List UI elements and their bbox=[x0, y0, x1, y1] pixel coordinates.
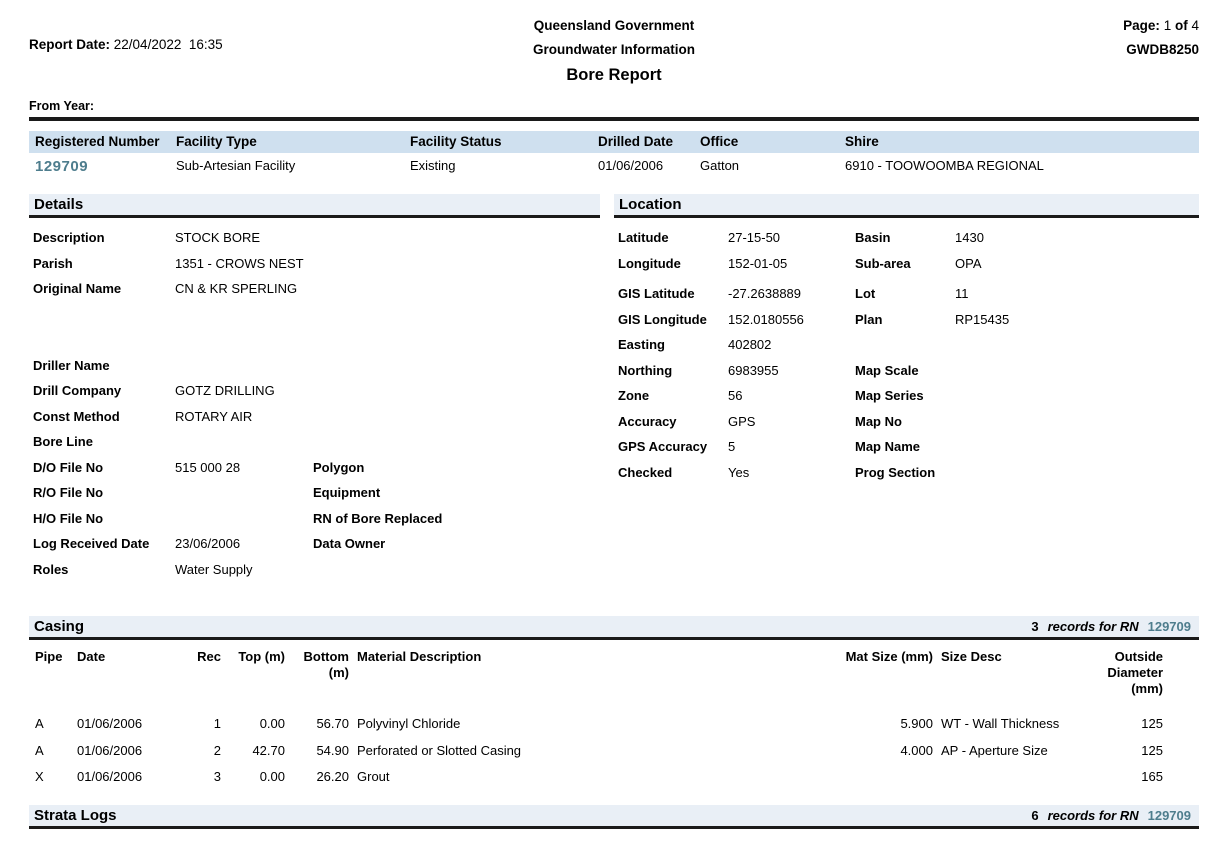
details-location-columns bbox=[29, 194, 1199, 582]
casing-title: Casing bbox=[34, 618, 85, 635]
field-value: 56 bbox=[728, 388, 743, 403]
field-label2: Sub-area bbox=[855, 255, 911, 271]
page-info bbox=[695, 14, 1199, 62]
casing-col-pipe: Pipe bbox=[35, 649, 63, 664]
date-cell: 01/06/2006 bbox=[77, 742, 143, 758]
field-label: Driller Name bbox=[33, 357, 110, 373]
facility-col-shire: Shire bbox=[845, 134, 879, 149]
location-row-zone bbox=[614, 383, 1199, 409]
rec-cell: 1 bbox=[213, 716, 221, 731]
strata-logs-title: Strata Logs bbox=[34, 806, 117, 824]
field-label: H/O File No bbox=[33, 510, 104, 526]
size-desc-cell: WT - Wall Thickness bbox=[941, 716, 1060, 731]
field-value: GPS bbox=[728, 413, 756, 429]
field-value: 6983955 bbox=[728, 362, 779, 378]
details-row-log-received-date bbox=[29, 531, 600, 557]
field-label2: Equipment bbox=[313, 485, 381, 500]
casing-col-size-desc: Size Desc bbox=[941, 649, 1002, 664]
report-date-label: Report Date: bbox=[29, 37, 111, 52]
outside-diameter-cell: 125 bbox=[1141, 742, 1163, 758]
table-row bbox=[29, 711, 1199, 738]
record-rn-value: 129709 bbox=[1147, 619, 1191, 634]
record-rn-value: 129709 bbox=[1147, 807, 1191, 823]
page-title: Bore Report bbox=[566, 66, 662, 84]
facility-col-facility-type: Facility Type bbox=[176, 134, 257, 149]
field-label2 bbox=[313, 557, 600, 583]
field-label2: Map Name bbox=[855, 439, 921, 454]
page-total: 4 bbox=[1191, 18, 1199, 33]
details-row-ho-file-no bbox=[29, 506, 600, 532]
table-row bbox=[29, 738, 1199, 765]
field-value: 27-15-50 bbox=[728, 230, 781, 245]
location-row-northing bbox=[614, 358, 1199, 384]
field-value2: RP15435 bbox=[955, 311, 1010, 327]
location-section bbox=[614, 194, 1199, 485]
page-label: Page: bbox=[1123, 18, 1160, 33]
size-desc-cell: AP - Aperture Size bbox=[941, 742, 1048, 758]
field-label: Easting bbox=[618, 337, 665, 352]
top-cell: 0.00 bbox=[259, 716, 285, 731]
field-label: D/O File No bbox=[33, 459, 104, 475]
material-cell: Polyvinyl Chloride bbox=[357, 716, 461, 731]
field-value: 402802 bbox=[728, 337, 772, 352]
strata-logs-section bbox=[29, 805, 1199, 829]
material-cell: Perforated or Slotted Casing bbox=[357, 742, 522, 758]
field-label: Latitude bbox=[618, 230, 669, 245]
facility-col-drilled-date: Drilled Date bbox=[598, 134, 674, 149]
form-code: GWDB8250 bbox=[1126, 42, 1199, 57]
location-row-longitude bbox=[614, 251, 1199, 277]
field-label2 bbox=[313, 429, 600, 455]
field-label2: Polygon bbox=[313, 459, 365, 475]
casing-col-mat-size: Mat Size (mm) bbox=[845, 649, 933, 664]
field-label: Drill Company bbox=[33, 383, 122, 398]
mat-size-cell: 5.900 bbox=[900, 716, 933, 731]
strata-logs-record-count bbox=[1031, 808, 1191, 823]
field-label2 bbox=[313, 353, 600, 379]
field-label2 bbox=[313, 251, 600, 277]
details-row-parish bbox=[29, 251, 600, 277]
field-value: -27.2638889 bbox=[728, 286, 802, 301]
records-for-rn-label: records for RN bbox=[1047, 807, 1139, 823]
mat-size-cell bbox=[833, 764, 941, 791]
field-label2: Map No bbox=[855, 413, 902, 429]
top-cell: 0.00 bbox=[259, 769, 285, 784]
details-row-drill-company bbox=[29, 378, 600, 404]
casing-col-date: Date bbox=[77, 649, 106, 664]
page-number: 1 bbox=[1163, 18, 1172, 33]
org-line1: Queensland Government bbox=[533, 18, 695, 33]
field-value: CN & KR SPERLING bbox=[175, 281, 298, 296]
field-label: Roles bbox=[33, 561, 69, 577]
casing-section bbox=[29, 616, 1199, 791]
report-date-value: 22/04/2022 16:35 bbox=[113, 37, 223, 52]
field-label2: RN of Bore Replaced bbox=[313, 510, 443, 526]
field-value bbox=[175, 353, 313, 379]
details-row-const-method bbox=[29, 404, 600, 430]
pipe-cell: A bbox=[35, 716, 44, 731]
field-label2: Map Scale bbox=[855, 362, 919, 378]
field-label: GPS Accuracy bbox=[618, 439, 708, 454]
field-value2: 11 bbox=[955, 286, 969, 301]
field-value2 bbox=[955, 409, 1199, 435]
location-row-gis-latitude bbox=[614, 281, 1199, 307]
field-value2: 1430 bbox=[955, 230, 984, 245]
table-row bbox=[29, 764, 1199, 791]
details-row-driller-name bbox=[29, 353, 600, 379]
location-row-gps-accuracy bbox=[614, 434, 1199, 460]
field-value: 1351 - CROWS NEST bbox=[175, 255, 304, 271]
casing-section-header bbox=[29, 616, 1199, 640]
casing-col-material-description: Material Description bbox=[357, 649, 482, 664]
page-of-label: of bbox=[1174, 18, 1188, 33]
field-label: Log Received Date bbox=[33, 536, 150, 551]
facility-col-facility-status: Facility Status bbox=[410, 134, 502, 149]
details-section bbox=[29, 194, 600, 582]
field-label2 bbox=[313, 378, 600, 404]
report-date bbox=[29, 14, 533, 52]
location-row-easting bbox=[614, 332, 1199, 358]
pipe-cell: X bbox=[35, 769, 44, 784]
field-value: GOTZ DRILLING bbox=[175, 383, 275, 398]
field-value2 bbox=[955, 460, 1199, 486]
field-value: 515 000 28 bbox=[175, 459, 241, 475]
field-label: Bore Line bbox=[33, 434, 93, 449]
facility-col-office: Office bbox=[700, 134, 739, 149]
bottom-cell: 54.90 bbox=[316, 742, 349, 758]
location-row-checked bbox=[614, 460, 1199, 486]
date-cell: 01/06/2006 bbox=[77, 716, 143, 731]
rec-cell: 3 bbox=[213, 769, 221, 784]
field-label: GIS Latitude bbox=[618, 286, 695, 301]
facility-value-row bbox=[29, 153, 1199, 182]
field-value: 23/06/2006 bbox=[175, 536, 241, 551]
field-label: Zone bbox=[618, 388, 650, 403]
facility-col-registered-number: Registered Number bbox=[35, 134, 160, 149]
outside-diameter-cell: 125 bbox=[1141, 716, 1163, 731]
page-indicator bbox=[695, 14, 1199, 38]
date-cell: 01/06/2006 bbox=[77, 769, 143, 784]
rec-cell: 2 bbox=[213, 742, 221, 758]
field-value2 bbox=[955, 383, 1199, 409]
facility-header-row bbox=[29, 131, 1199, 153]
report-masthead bbox=[533, 14, 695, 88]
outside-diameter-cell: 165 bbox=[1141, 769, 1163, 784]
field-label: Accuracy bbox=[618, 413, 677, 429]
pipe-cell: A bbox=[35, 742, 44, 758]
from-year-label: From Year: bbox=[29, 99, 95, 113]
field-label: Parish bbox=[33, 255, 73, 271]
casing-col-top: Top (m) bbox=[238, 649, 285, 664]
field-value bbox=[175, 480, 313, 506]
field-label: GIS Longitude bbox=[618, 311, 707, 327]
field-value bbox=[175, 506, 313, 532]
details-row-roles bbox=[29, 557, 600, 583]
details-row-description bbox=[29, 225, 600, 251]
details-row-bore-line bbox=[29, 429, 600, 455]
field-value2: OPA bbox=[955, 255, 982, 271]
casing-table-header bbox=[29, 649, 1199, 697]
details-row-original-name bbox=[29, 276, 600, 302]
details-row-do-file-no bbox=[29, 455, 600, 481]
top-rule-divider bbox=[29, 117, 1199, 121]
field-label2 bbox=[313, 276, 600, 302]
field-label: Description bbox=[33, 230, 105, 245]
field-label2: Data Owner bbox=[313, 536, 386, 551]
field-label: Northing bbox=[618, 362, 673, 378]
drilled-date-value: 01/06/2006 bbox=[598, 158, 664, 173]
field-value: 152.0180556 bbox=[728, 311, 804, 327]
location-row-gis-longitude bbox=[614, 307, 1199, 333]
office-value: Gatton bbox=[700, 158, 740, 173]
field-value: ROTARY AIR bbox=[175, 408, 253, 424]
field-label: R/O File No bbox=[33, 485, 104, 500]
location-row-accuracy bbox=[614, 409, 1199, 435]
field-value2 bbox=[955, 434, 1199, 460]
location-title: Location bbox=[619, 196, 682, 213]
strata-logs-section-header bbox=[29, 805, 1199, 829]
field-value: STOCK BORE bbox=[175, 230, 261, 245]
casing-col-outside-diameter: Outside Diameter (mm) bbox=[1107, 649, 1163, 696]
record-count-number: 6 bbox=[1031, 807, 1039, 823]
field-label2 bbox=[313, 225, 600, 251]
field-value: Yes bbox=[728, 464, 750, 480]
casing-col-rec: Rec bbox=[197, 649, 221, 664]
field-label: Original Name bbox=[33, 281, 122, 296]
field-value: 5 bbox=[728, 439, 736, 454]
field-label: Checked bbox=[618, 464, 673, 480]
field-label2: Plan bbox=[855, 311, 883, 327]
details-section-header bbox=[29, 194, 600, 218]
field-label: Const Method bbox=[33, 408, 120, 424]
size-desc-cell bbox=[941, 764, 1093, 791]
report-header bbox=[29, 10, 1199, 88]
mat-size-cell: 4.000 bbox=[900, 742, 933, 758]
org-line2: Groundwater Information bbox=[533, 42, 695, 57]
details-row-ro-file-no bbox=[29, 480, 600, 506]
field-label2: Basin bbox=[855, 230, 891, 245]
shire-value: 6910 - TOOWOOMBA REGIONAL bbox=[845, 158, 1044, 173]
facility-status-value: Existing bbox=[410, 158, 456, 173]
bottom-cell: 56.70 bbox=[316, 716, 349, 731]
location-rows bbox=[614, 218, 1199, 485]
facility-type-value: Sub-Artesian Facility bbox=[176, 158, 296, 173]
casing-table-body bbox=[29, 711, 1199, 791]
field-label2: Lot bbox=[855, 286, 876, 301]
field-label2: Map Series bbox=[855, 388, 924, 403]
field-value bbox=[175, 429, 313, 455]
field-value: 152-01-05 bbox=[728, 255, 788, 271]
registered-number-value: 129709 bbox=[35, 158, 89, 175]
field-label2 bbox=[855, 332, 955, 358]
field-value2 bbox=[955, 358, 1199, 384]
field-value2 bbox=[955, 332, 1199, 358]
top-cell: 42.70 bbox=[252, 742, 285, 758]
field-label2 bbox=[313, 404, 600, 430]
field-label: Longitude bbox=[618, 255, 681, 271]
bottom-cell: 26.20 bbox=[316, 769, 349, 784]
record-count-number: 3 bbox=[1031, 619, 1039, 634]
records-for-rn-label: records for RN bbox=[1047, 619, 1139, 634]
casing-col-bottom: Bottom (m) bbox=[303, 649, 349, 680]
field-value: Water Supply bbox=[175, 561, 253, 577]
location-section-header bbox=[614, 194, 1199, 218]
details-title: Details bbox=[34, 196, 84, 213]
details-rows bbox=[29, 218, 600, 582]
location-row-latitude bbox=[614, 225, 1199, 251]
material-cell: Grout bbox=[357, 769, 390, 784]
casing-record-count bbox=[1031, 619, 1191, 634]
field-label2: Prog Section bbox=[855, 464, 936, 480]
